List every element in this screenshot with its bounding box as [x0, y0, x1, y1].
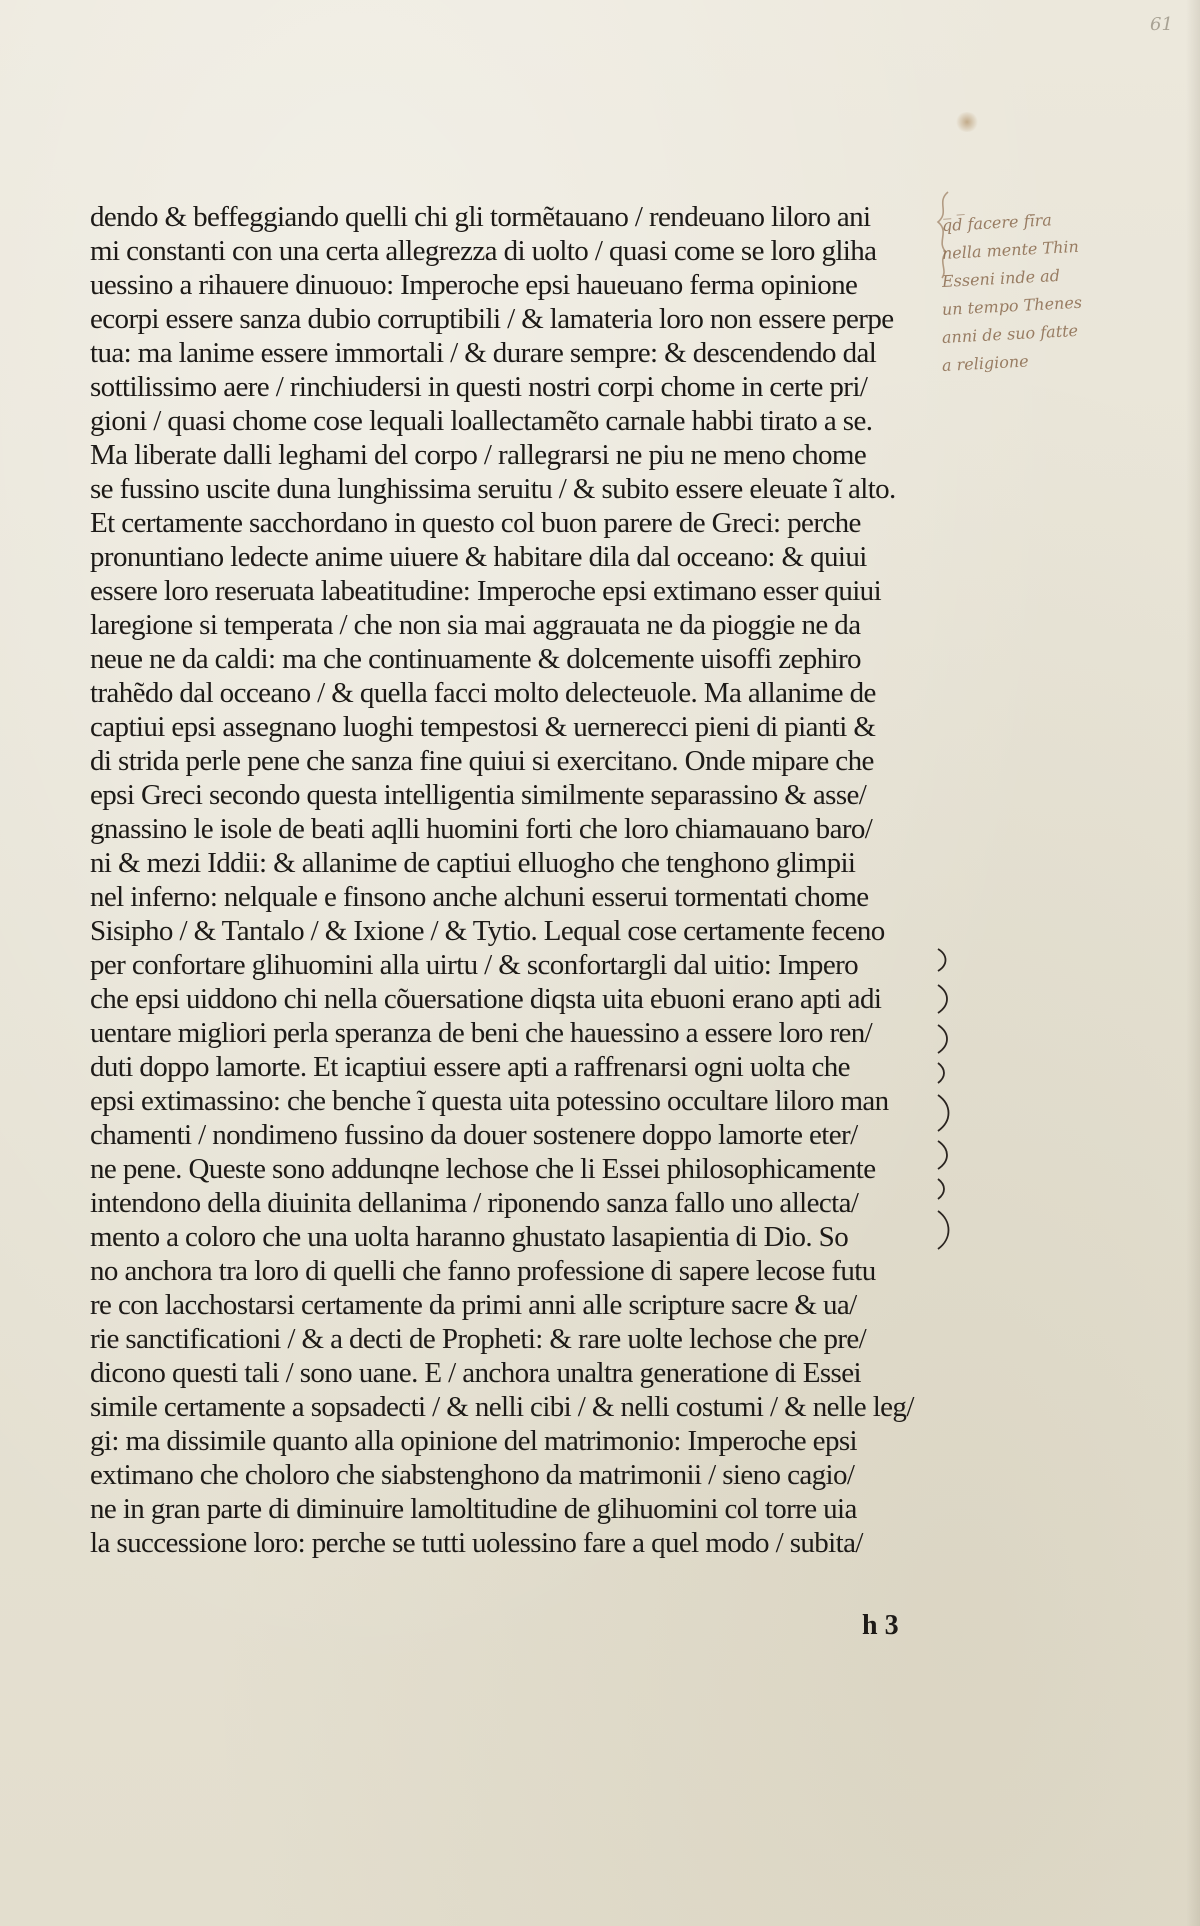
main-text-block — [90, 200, 940, 1560]
paper-stain — [955, 112, 979, 132]
margin-bracket-right-icon — [930, 945, 960, 1265]
text-line: che epsi uiddono chi nella cõuersatione diqsta uita ebuoni erano apti adi — [90, 983, 882, 1015]
margin-note-line: nella mente Thin — [941, 236, 1080, 263]
text-line: laregione si temperata / che non sia mai aggrauata ne da pioggie ne da — [90, 609, 861, 641]
text-line: duti doppo lamorte. Et icaptiui essere apti a raffrenarsi ogni uolta che — [90, 1051, 850, 1083]
text-line: gi: ma dissimile quanto alla opinione del matrimonio: Imperoche epsi — [90, 1425, 857, 1457]
text-line: dicono questi tali / sono uane. E / anchora unaltra generatione di Essei — [90, 1357, 861, 1389]
text-line: rie sanctificationi / & a decti de Propheti: & rare uolte lechose che pre/ — [90, 1323, 867, 1355]
text-line: uessino a rihauere dinuouo: Imperoche epsi haueuano ferma opinione — [90, 269, 858, 301]
text-line: trahẽdo dal occeano / & quella facci molto delecteuole. Ma allanime de — [90, 677, 876, 709]
text-line: uentare migliori perla speranza de beni che hauessino a essere loro ren/ — [90, 1017, 873, 1049]
text-line: Et certamente sacchordano in questo col buon parere de Greci: perche — [90, 507, 861, 539]
text-line: la successione loro: perche se tutti uolessino fare a quel modo / subita/ — [90, 1527, 863, 1559]
text-line: tua: ma lanime essere immortali / & durare sempre: & descendendo dal — [90, 337, 877, 369]
text-line: se fussino uscite duna lunghissima seruitu / & subito essere eleuate ĩ alto. — [90, 473, 896, 505]
text-line: essere loro reseruata labeatitudine: Imperoche epsi extimano esser quiui — [90, 575, 882, 607]
text-line: simile certamente a sopsadecti / & nelli cibi / & nelli costumi / & nelle leg/ — [90, 1391, 914, 1423]
text-line: di strida perle pene che sanza fine quiui si exercitano. Onde mipare che — [90, 745, 874, 777]
text-line: captiui epsi assegnano luoghi tempestosi & uernerecci pieni di pianti & — [90, 711, 876, 743]
text-line: epsi extimassino: che benche ĩ questa uita potessino occultare liloro man — [90, 1085, 889, 1117]
text-line: pronuntiano ledecte anime uiuere & habitare dila dal occeano: & quiui — [90, 541, 867, 573]
text-line: sottilissimo aere / rinchiudersi in questi nostri corpi chome in certe pri/ — [90, 371, 868, 403]
folio-number: 61 — [1150, 14, 1173, 35]
text-line: intendono della diuinita dellanima / riponendo sanza fallo uno allecta/ — [90, 1187, 859, 1219]
text-line: per confortare glihuomini alla uirtu / & sconfortargli dal uitio: Impero — [90, 949, 859, 981]
text-line: extimano che choloro che siabstenghono da matrimonii / sieno cagio/ — [90, 1459, 855, 1491]
text-line: Sisipho / & Tantalo / & Ixione / & Tytio. Lequal cose certamente feceno — [90, 915, 885, 947]
text-line: ni & mezi Iddii: & allanime de captiui elluogho che tenghono glimpii — [90, 847, 856, 879]
text-line: gnassino le isole de beati aqlli huomini forti che loro chiamauano baro/ — [90, 813, 873, 845]
text-line: mi constanti con una certa allegrezza di uolto / quasi come se loro gliha — [90, 235, 877, 267]
text-line: no anchora tra loro di quelli che fanno professione di sapere lecose futu — [90, 1255, 876, 1287]
text-line: dendo & beffeggiando quelli chi gli tormẽtauano / rendeuano liloro ani — [90, 201, 871, 233]
signature-mark: h 3 — [862, 1610, 899, 1641]
margin-note-line: a religione — [941, 351, 1030, 375]
margin-note-line: un tempo Thenes — [941, 292, 1083, 319]
text-line: mento a coloro che una uolta haranno ghustato lasapientia di Dio. So — [90, 1221, 849, 1253]
text-line: epsi Greci secondo questa intelligentia similmente separassino & asse/ — [90, 779, 867, 811]
text-line: re con lacchostarsi certamente da primi anni alle scripture sacre & ua/ — [90, 1289, 857, 1321]
margin-note-line: q̅d̅ facere fīra — [941, 210, 1053, 235]
text-line: Ma liberate dalli leghami del corpo / rallegrarsi ne piu ne meno chome — [90, 439, 867, 471]
text-line: gioni / quasi chome cose lequali loallectamẽto carnale habbi tirato a se. — [90, 405, 873, 437]
text-line: nel inferno: nelquale e finsono anche alchuni esserui tormentati chome — [90, 881, 869, 913]
text-line: neue ne da caldi: ma che continuamente & dolcemente uisoffi zephiro — [90, 643, 861, 675]
text-line: ne in gran parte di diminuire lamoltitudine de glihuomini col torre uia — [90, 1493, 857, 1525]
margin-note-line: anni de suo fatte — [941, 320, 1079, 347]
text-line: ne pene. Queste sono addunqne lechose che li Essei philosophicamente — [90, 1153, 876, 1185]
margin-note-line: Esseni inde ad — [941, 265, 1061, 291]
text-line: chamenti / nondimeno fussino da douer sostenere doppo lamorte eter/ — [90, 1119, 858, 1151]
text-line: ecorpi essere sanza dubio corruptibili / & lamateria loro non essere perpe — [90, 303, 894, 335]
handwritten-margin-note — [942, 212, 1197, 380]
